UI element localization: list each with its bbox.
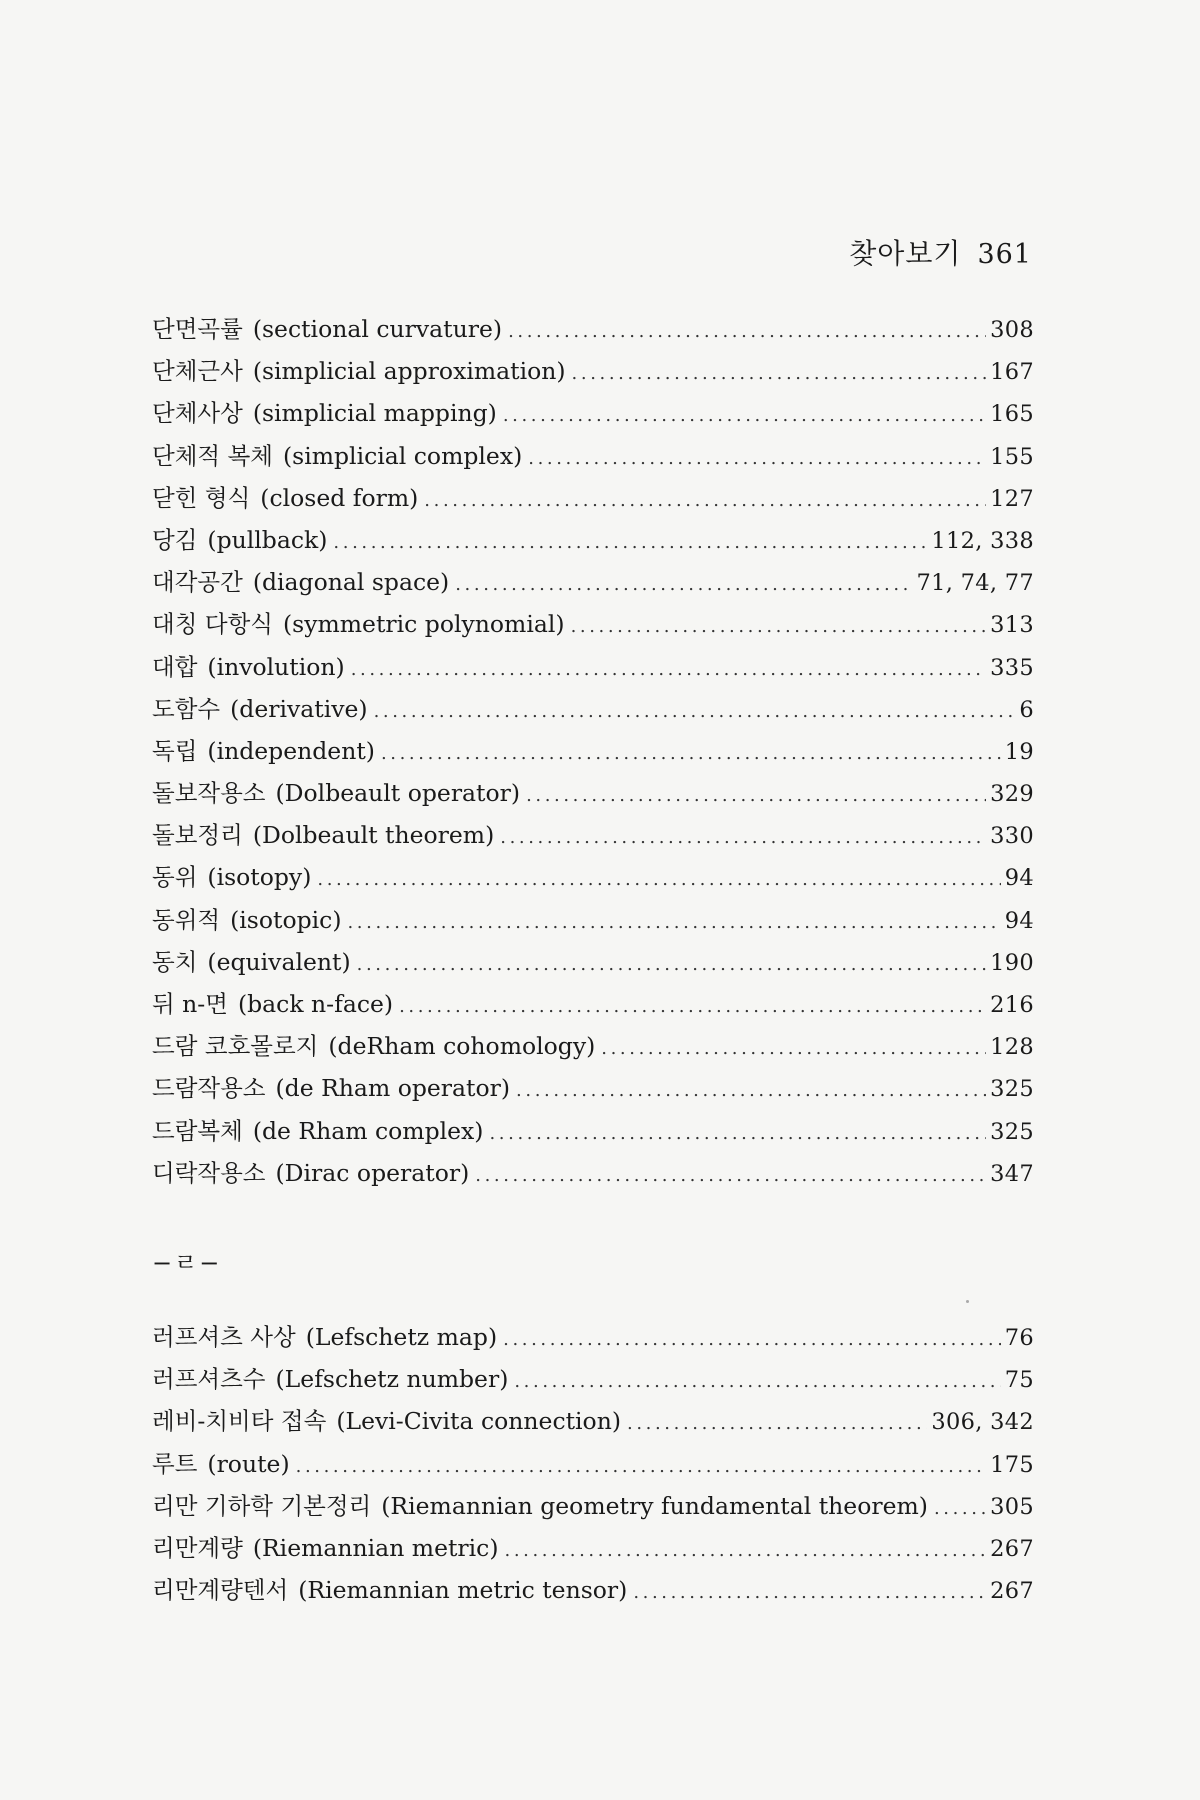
- entry-pages: 329: [990, 781, 1034, 808]
- dot-leader: [528, 448, 986, 469]
- dot-leader: [296, 1456, 987, 1477]
- index-list-d: [152, 310, 1034, 1196]
- entry-english: (sectional curvature): [252, 315, 503, 343]
- entry-english: (back n-face): [237, 990, 394, 1018]
- dot-leader: [333, 532, 927, 553]
- index-entry: [152, 1571, 1034, 1613]
- index-entry: [152, 690, 1034, 732]
- entry-pages: 325: [990, 1076, 1034, 1103]
- entry-korean: 루트: [152, 1449, 198, 1478]
- dot-leader: [500, 827, 986, 848]
- entry-korean: 드람 코호몰로지: [152, 1032, 319, 1061]
- index-entry: [152, 732, 1034, 774]
- entry-english: (closed form): [260, 483, 419, 512]
- entry-english: (Levi-Civita connection): [336, 1407, 622, 1436]
- entry-english: (derivative): [230, 694, 368, 723]
- index-entry: [152, 1069, 1034, 1111]
- index-entry: [152, 479, 1034, 521]
- entry-pages: 175: [990, 1451, 1034, 1478]
- entry-english: (pullback): [207, 525, 328, 554]
- entry-pages: 112, 338: [931, 527, 1034, 554]
- index-entry: [152, 521, 1034, 563]
- entry-pages: 330: [990, 823, 1034, 850]
- entry-korean: 닫힌 형식: [152, 483, 251, 512]
- entry-english: (isotopic): [230, 905, 342, 934]
- dot-leader: [475, 1165, 986, 1186]
- entry-pages: 127: [990, 485, 1034, 512]
- dot-leader: [357, 954, 987, 975]
- index-entry: [152, 1112, 1034, 1154]
- index-entry: [152, 985, 1034, 1027]
- entry-pages: 306, 342: [931, 1409, 1034, 1436]
- section-heading-rieul: −ㄹ−: [152, 1249, 222, 1277]
- entry-korean: 러프셔츠수: [152, 1365, 266, 1394]
- index-entry: [152, 310, 1034, 352]
- header-page-number: 361: [977, 239, 1032, 270]
- entry-korean: 단체적 복체: [152, 441, 273, 470]
- entry-pages: 165: [990, 401, 1034, 428]
- dot-leader: [633, 1582, 986, 1603]
- dot-leader: [627, 1413, 927, 1434]
- entry-korean: 디락작용소: [152, 1158, 266, 1187]
- entry-korean: 당김: [152, 525, 198, 554]
- entry-pages: 94: [1004, 865, 1034, 892]
- index-entry: [152, 1487, 1034, 1529]
- entry-korean: 단체근사: [152, 357, 243, 386]
- entry-pages: 308: [990, 317, 1034, 343]
- index-entry: [152, 816, 1034, 858]
- entry-english: (diagonal space): [252, 568, 450, 597]
- entry-pages: 71, 74, 77: [916, 570, 1034, 597]
- dot-leader: [424, 490, 986, 511]
- dot-leader: [514, 1371, 1000, 1392]
- entry-korean: 드람작용소: [152, 1074, 266, 1103]
- entry-pages: 6: [1019, 696, 1034, 723]
- entry-pages: 267: [990, 1535, 1034, 1562]
- dot-leader: [516, 1080, 986, 1101]
- entry-korean: 리만계량: [152, 1533, 243, 1562]
- entry-pages: 128: [990, 1034, 1034, 1061]
- entry-pages: 335: [990, 654, 1034, 681]
- index-entry: [152, 437, 1034, 479]
- entry-english: (Riemannian geometry fundamental theorem): [381, 1491, 928, 1520]
- index-entry: [152, 943, 1034, 985]
- entry-korean: 대합: [152, 652, 198, 681]
- entry-english: (isotopy): [207, 863, 312, 892]
- dot-leader: [508, 321, 986, 342]
- dot-leader: [455, 574, 912, 595]
- entry-korean: 리만계량텐서: [152, 1576, 289, 1605]
- entry-pages: 347: [990, 1160, 1034, 1187]
- dot-leader: [374, 701, 1016, 722]
- index-entry: [152, 1318, 1034, 1360]
- entry-english: (Dirac operator): [275, 1158, 470, 1187]
- dot-leader: [572, 363, 987, 384]
- entry-english: (Dolbeault theorem): [252, 821, 495, 850]
- index-entry: [152, 858, 1034, 900]
- entry-english: (deRham cohomology): [328, 1032, 596, 1061]
- entry-pages: 19: [1004, 738, 1034, 765]
- entry-pages: 313: [990, 612, 1034, 639]
- dot-leader: [317, 869, 1000, 890]
- entry-pages: 155: [990, 443, 1034, 470]
- entry-korean: 독립: [152, 736, 198, 765]
- entry-english: (Riemannian metric tensor): [298, 1576, 628, 1605]
- entry-korean: 러프셔츠 사상: [152, 1323, 296, 1351]
- index-entry: [152, 1154, 1034, 1196]
- header-title: 찾아보기: [849, 237, 962, 270]
- index-entry: [152, 563, 1034, 605]
- dot-leader: [347, 912, 1000, 933]
- index-entry: [152, 394, 1034, 436]
- entry-pages: 216: [990, 992, 1034, 1018]
- entry-english: (Riemannian metric): [252, 1533, 499, 1562]
- index-entry: [152, 352, 1034, 394]
- dot-leader: [503, 405, 986, 426]
- entry-english: (de Rham operator): [275, 1074, 511, 1103]
- entry-korean: 드람복체: [152, 1116, 243, 1145]
- entry-korean: 리만 기하학 기본정리: [152, 1491, 372, 1520]
- entry-pages: 305: [990, 1493, 1034, 1520]
- index-entry: [152, 1360, 1034, 1402]
- entry-korean: 대각공간: [152, 568, 243, 597]
- entry-pages: 190: [990, 949, 1034, 976]
- entry-english: (de Rham complex): [252, 1116, 484, 1145]
- entry-korean: 돌보정리: [152, 821, 243, 850]
- dot-leader: [399, 996, 986, 1017]
- index-entry: [152, 1445, 1034, 1487]
- entry-korean: 단면곡률: [152, 315, 243, 343]
- entry-korean: 동치: [152, 947, 198, 976]
- entry-english: (route): [207, 1449, 290, 1478]
- entry-pages: 94: [1004, 907, 1034, 934]
- index-entry: [152, 1402, 1034, 1444]
- index-entry: [152, 1529, 1034, 1571]
- entry-pages: 76: [1004, 1325, 1034, 1351]
- dot-leader: [381, 743, 1001, 764]
- entry-korean: 돌보작용소: [152, 779, 266, 808]
- index-entry: [152, 648, 1034, 690]
- entry-english: (simplicial complex): [282, 441, 523, 470]
- entry-english: (independent): [207, 736, 375, 765]
- entry-english: (simplicial mapping): [252, 399, 497, 428]
- dot-leader: [505, 1540, 987, 1561]
- entry-korean: 동위적: [152, 905, 221, 934]
- entry-pages: 167: [990, 359, 1034, 386]
- entry-korean: 단체사상: [152, 399, 243, 428]
- index-entry: [152, 901, 1034, 943]
- entry-korean: 도함수: [152, 694, 221, 723]
- scan-speck: [966, 1300, 969, 1303]
- index-entry: [152, 774, 1034, 816]
- dot-leader: [601, 1038, 986, 1059]
- entry-pages: 325: [990, 1118, 1034, 1145]
- entry-english: (Dolbeault operator): [275, 779, 521, 808]
- dot-leader: [351, 659, 986, 680]
- dot-leader: [489, 1123, 986, 1144]
- entry-pages: 267: [990, 1578, 1034, 1605]
- entry-pages: 75: [1004, 1367, 1034, 1394]
- entry-korean: 뒤 n-면: [152, 990, 228, 1018]
- dot-leader: [934, 1498, 986, 1519]
- entry-english: (equivalent): [207, 947, 351, 976]
- index-entry: [152, 1027, 1034, 1069]
- entry-english: (Lefschetz map): [305, 1323, 498, 1351]
- entry-korean: 레비-치비타 접속: [152, 1407, 327, 1436]
- entry-english: (symmetric polynomial): [282, 610, 565, 639]
- dot-leader: [503, 1329, 1001, 1350]
- dot-leader: [571, 616, 987, 637]
- index-list-r: [152, 1318, 1034, 1613]
- dot-leader: [526, 785, 986, 806]
- entry-korean: 동위: [152, 863, 198, 892]
- entry-english: (simplicial approximation): [252, 357, 566, 386]
- page-header: [849, 232, 1032, 272]
- entry-english: (involution): [207, 652, 345, 681]
- entry-korean: 대칭 다항식: [152, 610, 273, 639]
- index-entry: [152, 605, 1034, 647]
- entry-english: (Lefschetz number): [275, 1365, 509, 1394]
